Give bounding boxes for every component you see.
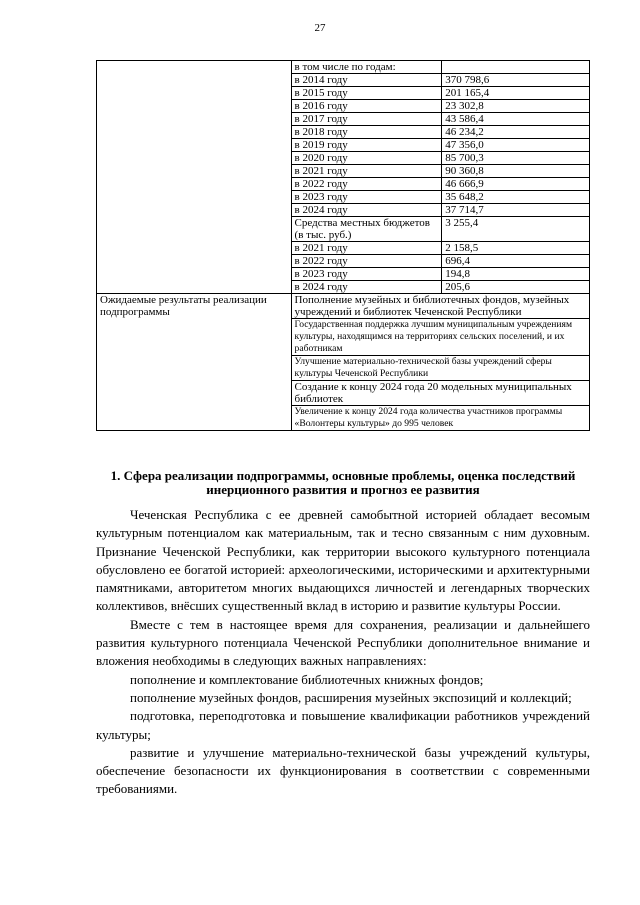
list-item: подготовка, переподготовка и повышение квалификации работников учреждений культуры; — [96, 708, 590, 742]
table-cell: 3 255,4 — [442, 217, 590, 242]
table-cell: в 2017 году — [291, 113, 442, 126]
table-cell: в 2018 году — [291, 126, 442, 139]
table-cell: 201 165,4 — [442, 87, 590, 100]
list-item: пополнение и комплектование библиотечных книжных фондов; — [130, 671, 484, 687]
table-cell: 47 356,0 — [442, 139, 590, 152]
page-number: 27 — [314, 22, 326, 34]
table-cell: в 2022 году — [291, 178, 442, 191]
table-cell: 205,6 — [442, 281, 590, 294]
table-row — [97, 294, 590, 319]
paragraph: Чеченская Республика с ее древней самобытной историей обладает весомым культурным потенциалом как материальным, так и тесно связанным с ним духовным. Признание Чеченской Республики, как территории высокого культурного потенциала обусловлено ее богатой историей: археологическими, историческими и архитектурными памятниками, авторитетом многих выдающихся личностей и легендарных творческих коллективов, внёсших существенный вклад в историю и развитие культуры России. — [96, 507, 590, 614]
table-cell: 194,8 — [442, 268, 590, 281]
table-cell: 46 666,9 — [442, 178, 590, 191]
subprogram-passport-table — [96, 60, 590, 431]
list-item: развитие и улучшение материально-технической базы учреждений культуры, обеспечение безопасности их функционирования в соответствии с современными требованиями. — [96, 744, 590, 797]
table-cell: в 2021 году — [291, 165, 442, 178]
expected-results-label: Ожидаемые результаты реализации подпрограммы — [97, 294, 292, 431]
expected-result-item: Государственная поддержка лучшим муниципальным учреждениям культуры, находящимся на территориях сельских поселений, и их работникам — [291, 319, 589, 356]
table-cell: в 2019 году — [291, 139, 442, 152]
table-cell: 85 700,3 — [442, 152, 590, 165]
table-row — [97, 61, 590, 74]
table-cell — [442, 61, 590, 74]
empty-cell — [97, 61, 292, 294]
table-cell: 37 714,7 — [442, 204, 590, 217]
table-cell: в 2016 году — [291, 100, 442, 113]
section-heading: 1. Сфера реализации подпрограммы, основные проблемы, оценка последствий инерционного развития и прогноз ее развития — [110, 468, 576, 497]
table-cell: в 2014 году — [291, 74, 442, 87]
table-cell: 370 798,6 — [442, 74, 590, 87]
table-cell: 90 360,8 — [442, 165, 590, 178]
expected-result-item: Создание к концу 2024 года 20 модельных муниципальных библиотек — [291, 381, 589, 406]
table-cell: 2 158,5 — [442, 242, 590, 255]
table-cell: в 2024 году — [291, 204, 442, 217]
table-cell: в 2023 году — [291, 268, 442, 281]
table-cell: в 2021 году — [291, 242, 442, 255]
table-cell: в 2024 году — [291, 281, 442, 294]
table-cell: 23 302,8 — [442, 100, 590, 113]
table-cell: в 2023 году — [291, 191, 442, 204]
table-cell: в 2022 году — [291, 255, 442, 268]
table-cell: 43 586,4 — [442, 113, 590, 126]
paragraph: Вместе с тем в настоящее время для сохранения, реализации и дальнейшего развития культурного потенциала Чеченской Республики дополнительное внимание и вложения необходимы в следующих важных направлениях: — [96, 616, 590, 669]
expected-result-item: Увеличение к концу 2024 года количества участников программы «Волонтеры культуры» до 995 человек — [291, 406, 589, 431]
expected-result-item: Пополнение музейных и библиотечных фондов, музейных учреждений и библиотек Чеченской Республики — [291, 294, 589, 319]
table-cell: в том числе по годам: — [291, 61, 442, 74]
table-cell: в 2015 году — [291, 87, 442, 100]
table-cell: 46 234,2 — [442, 126, 590, 139]
table-cell: 696,4 — [442, 255, 590, 268]
list-item: пополнение музейных фондов, расширения музейных экспозиций и коллекций; — [130, 689, 572, 705]
table-cell: Средства местных бюджетов (в тыс. руб.) — [291, 217, 442, 242]
table-cell: в 2020 году — [291, 152, 442, 165]
table-cell: 35 648,2 — [442, 191, 590, 204]
section-body — [96, 506, 590, 799]
expected-result-item: Улучшение материально-технической базы учреждений сферы культуры Чеченской Республики — [291, 356, 589, 381]
